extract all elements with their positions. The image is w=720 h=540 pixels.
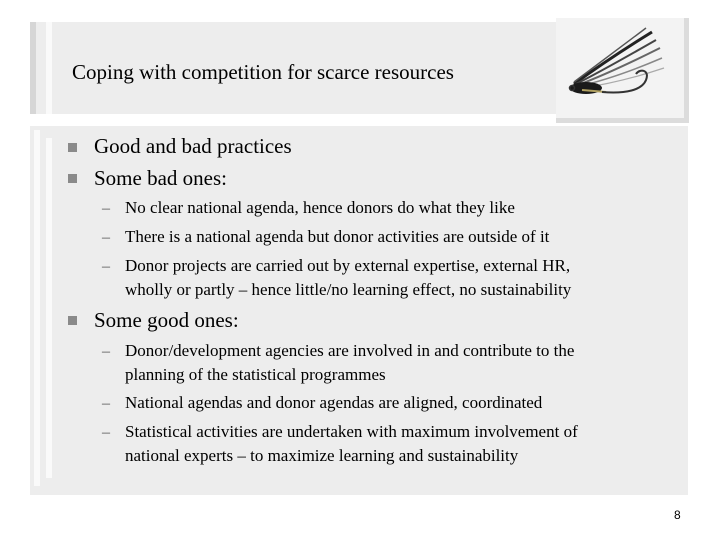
bullet-text: Good and bad practices	[94, 134, 292, 158]
subitem-text: Donor projects are carried out by external expertise, external HR,	[125, 256, 571, 275]
decorative-rail	[46, 138, 52, 478]
subitem-text: National agendas and donor agendas are aligned, coordinated	[125, 393, 543, 412]
fishing-fly-icon	[556, 18, 684, 118]
dash-bullet-icon: –	[102, 395, 110, 412]
bullet-text: Some good ones:	[94, 308, 239, 332]
subitem-text: wholly or partly – hence little/no learning effect, no sustainability	[125, 280, 572, 299]
bullet-text: Some bad ones:	[94, 166, 227, 190]
fishing-fly-image	[556, 18, 689, 123]
bullet-square-icon	[68, 143, 77, 152]
dash-bullet-icon: –	[102, 424, 110, 441]
page-number: 8	[674, 508, 681, 522]
subitem-text: Donor/development agencies are involved in and contribute to the	[125, 341, 575, 360]
subitem-text: national experts – to maximize learning and sustainability	[125, 446, 519, 465]
subitem-text: Statistical activities are undertaken with maximum involvement of	[125, 422, 578, 441]
dash-bullet-icon: –	[102, 258, 110, 275]
bullet-square-icon	[68, 174, 77, 183]
slide-title: Coping with competition for scarce resources	[72, 60, 454, 84]
dash-bullet-icon: –	[102, 200, 110, 217]
subitem-text: planning of the statistical programmes	[125, 365, 386, 384]
dash-bullet-icon: –	[102, 343, 110, 360]
dash-bullet-icon: –	[102, 229, 110, 246]
subitem-text: There is a national agenda but donor activities are outside of it	[125, 227, 550, 246]
decorative-rail	[34, 130, 40, 486]
subitem-text: No clear national agenda, hence donors do what they like	[125, 198, 515, 217]
bullet-square-icon	[68, 316, 77, 325]
